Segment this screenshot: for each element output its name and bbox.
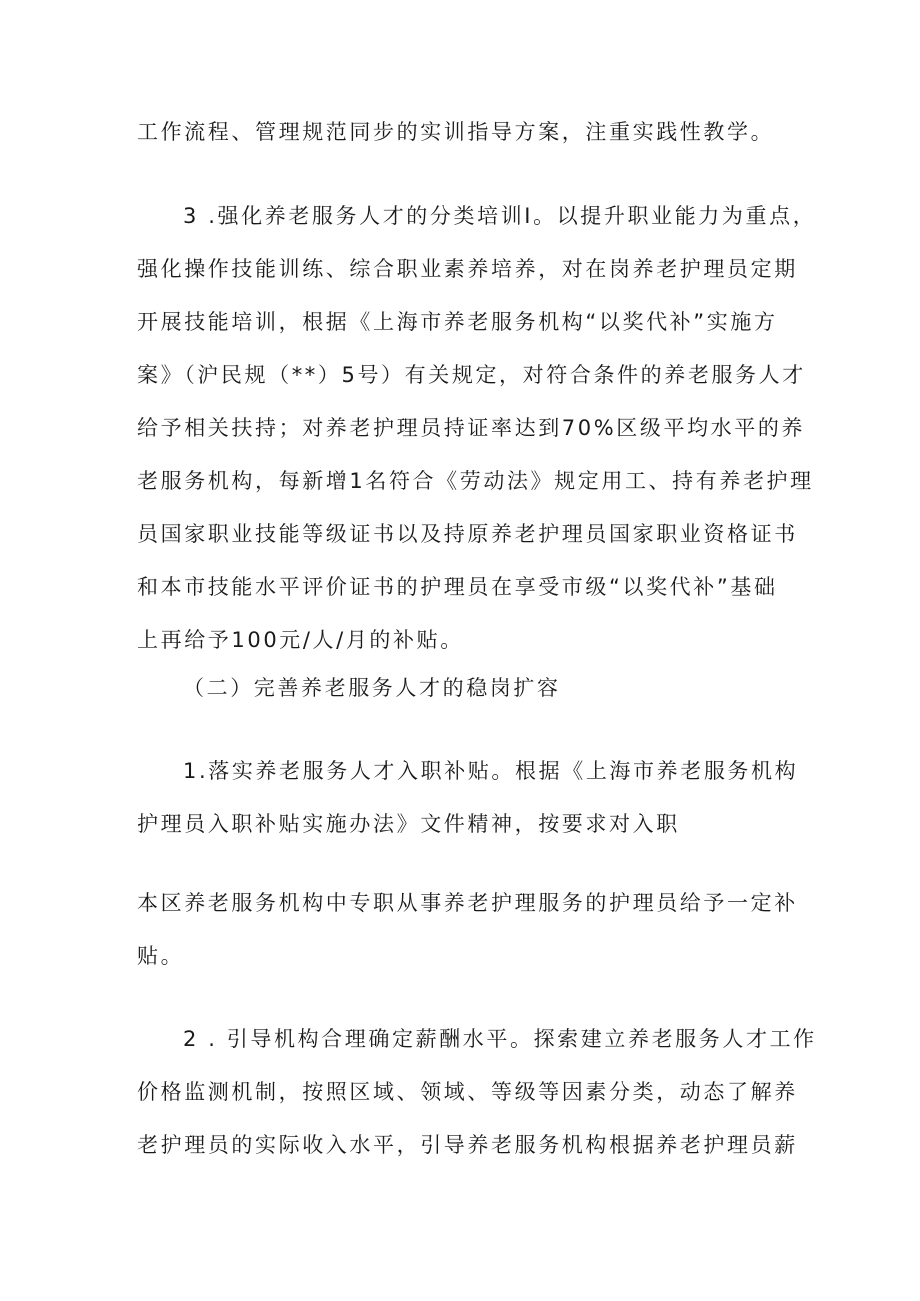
text-line: 本区养老服务机构中专职从事养老护理服务的护理员给予一定补 bbox=[137, 891, 798, 915]
text-line: 和本市技能水平评价证书的护理员在享受市级“以奖代补”基础 bbox=[137, 575, 778, 599]
paragraph-entry-subsidy-continued bbox=[137, 877, 798, 983]
paragraph-salary-guidance bbox=[137, 1013, 817, 1172]
text-line: 价格监测机制，按照区域、领域、等级等因素分类，动态了解养 bbox=[137, 1080, 798, 1104]
paragraph-training-guidance bbox=[137, 106, 787, 159]
paragraph-classified-training bbox=[137, 190, 817, 667]
text-line: 案》（沪民规（**）5号）有关规定，对符合条件的养老服务人才 bbox=[137, 363, 806, 387]
text-line: 员国家职业技能等级证书以及持原养老护理员国家职业资格证书 bbox=[137, 522, 798, 546]
text-line: 老服务机构，每新增1名符合《劳动法》规定用工、持有养老护理 bbox=[137, 469, 814, 493]
text-line: 1.落实养老服务人才入职补贴。根据《上海市养老服务机构 bbox=[183, 759, 799, 783]
text-line: 上再给予100元/人/月的补贴。 bbox=[137, 628, 464, 652]
text-line: 护理员入职补贴实施办法》文件精神，按要求对入职 bbox=[137, 812, 680, 836]
text-line: 2 . 引导机构合理确定薪酬水平。探索建立养老服务人才工作 bbox=[183, 1027, 817, 1051]
text-line: 贴。 bbox=[137, 944, 185, 968]
paragraph-entry-subsidy bbox=[137, 745, 799, 851]
text-line: 强化操作技能训练、综合职业素养培养，对在岗养老护理员定期 bbox=[137, 257, 798, 281]
text-line: 老护理员的实际收入水平，引导养老服务机构根据养老护理员薪 bbox=[137, 1133, 798, 1157]
text-line: 给予相关扶持；对养老护理员持证率达到70%区级平均水平的养 bbox=[137, 416, 806, 440]
text-line: 开展技能培训，根据《上海市养老服务机构“以奖代补”实施方 bbox=[137, 310, 778, 334]
text-line: 3 .强化养老服务人才的分类培训I。以提升职业能力为重点， bbox=[183, 204, 817, 228]
text-line: 工作流程、管理规范同步的实训指导方案，注重实践性教学。 bbox=[137, 120, 775, 144]
text-line: （二）完善养老服务人才的稳岗扩容 bbox=[183, 676, 561, 700]
section-heading bbox=[137, 662, 787, 715]
